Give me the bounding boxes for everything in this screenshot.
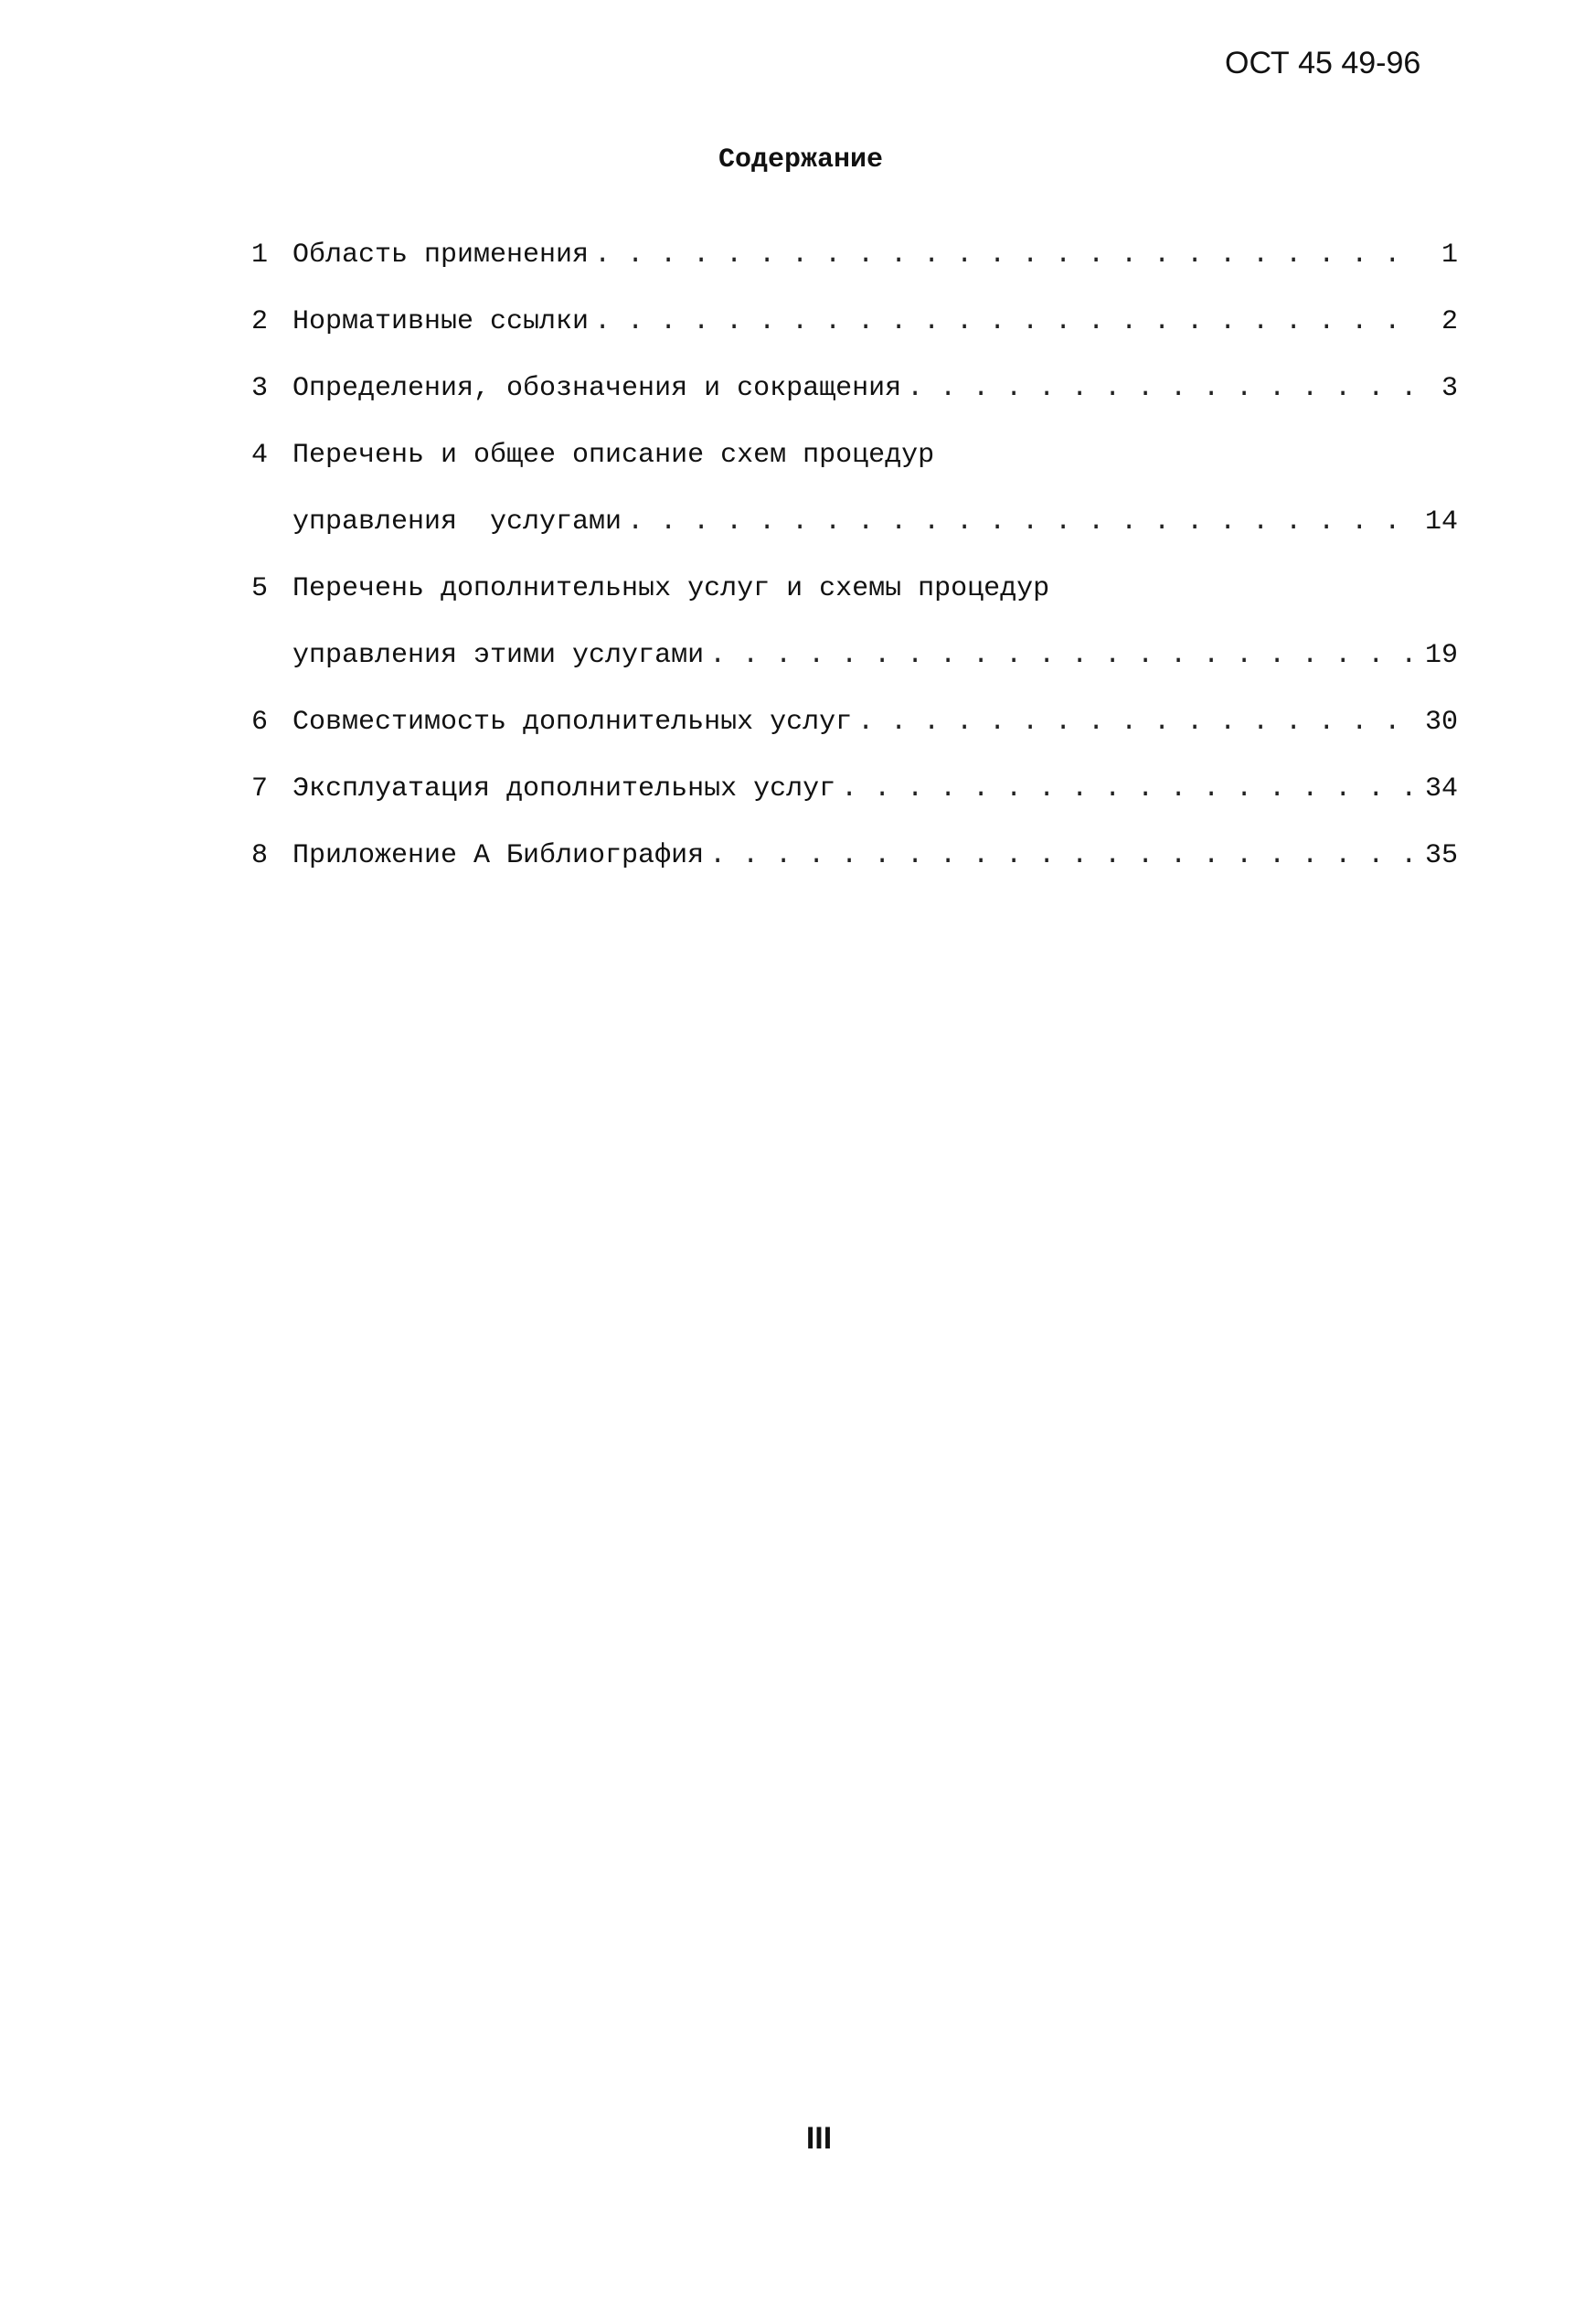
toc-entry[interactable] xyxy=(251,573,1458,640)
toc-entry-title: Область применения xyxy=(292,240,590,271)
page-number: III xyxy=(805,2121,833,2156)
document-code: ОСТ 45 49-96 xyxy=(1225,46,1421,80)
toc-entry-title: Приложение А Библиография xyxy=(292,840,705,871)
toc-entry-title-continued: управления этими услугами xyxy=(292,640,705,671)
toc-entry-title: Эксплуатация дополнительных услуг xyxy=(292,773,836,805)
toc-entry-number: 4 xyxy=(251,440,269,471)
dot-leader xyxy=(709,640,1416,671)
toc-entry[interactable] xyxy=(251,240,1458,306)
dot-leader xyxy=(627,506,1416,538)
toc-entry-title: Перечень дополнительных услуг и схемы процедур xyxy=(292,573,1050,604)
dot-leader xyxy=(907,373,1416,404)
dot-leader xyxy=(841,773,1416,805)
toc-entry-page: 3 xyxy=(1441,373,1458,404)
toc-entry-title: Нормативные ссылки xyxy=(292,306,590,337)
toc-entry-page: 30 xyxy=(1424,707,1458,738)
toc-entry-continuation[interactable] xyxy=(251,640,1458,707)
toc-entry[interactable] xyxy=(251,773,1458,840)
toc-title: Содержание xyxy=(718,144,884,176)
toc-entry-number: 1 xyxy=(251,240,269,271)
toc-entry[interactable] xyxy=(251,840,1458,907)
toc-entry-number: 6 xyxy=(251,707,269,738)
toc-entry-page: 19 xyxy=(1424,640,1458,671)
dot-leader xyxy=(594,240,1416,271)
dot-leader xyxy=(709,840,1416,871)
toc-entry-page: 2 xyxy=(1441,306,1458,337)
toc-entry-page: 14 xyxy=(1424,506,1458,538)
toc-entry-number: 8 xyxy=(251,840,269,871)
toc-entry-number: 2 xyxy=(251,306,269,337)
toc-entry-title: Совместимость дополнительных услуг xyxy=(292,707,853,738)
toc-entry[interactable] xyxy=(251,373,1458,440)
dot-leader xyxy=(594,306,1416,337)
toc-entry-page: 1 xyxy=(1441,240,1458,271)
toc-entry-page: 35 xyxy=(1424,840,1458,871)
toc-entry[interactable] xyxy=(251,440,1458,506)
toc-entry-number: 5 xyxy=(251,573,269,604)
dot-leader xyxy=(857,707,1416,738)
toc-entry[interactable] xyxy=(251,306,1458,373)
toc-entry-title: Определения, обозначения и сокращения xyxy=(292,373,902,404)
toc-entry-title: Перечень и общее описание схем процедур xyxy=(292,440,935,471)
table-of-contents xyxy=(251,240,1458,907)
toc-entry-number: 3 xyxy=(251,373,269,404)
toc-entry-page: 34 xyxy=(1424,773,1458,805)
toc-entry-number: 7 xyxy=(251,773,269,805)
toc-entry-title-continued: управления услугами xyxy=(292,506,622,538)
toc-entry-continuation[interactable] xyxy=(251,506,1458,573)
toc-entry[interactable] xyxy=(251,707,1458,773)
